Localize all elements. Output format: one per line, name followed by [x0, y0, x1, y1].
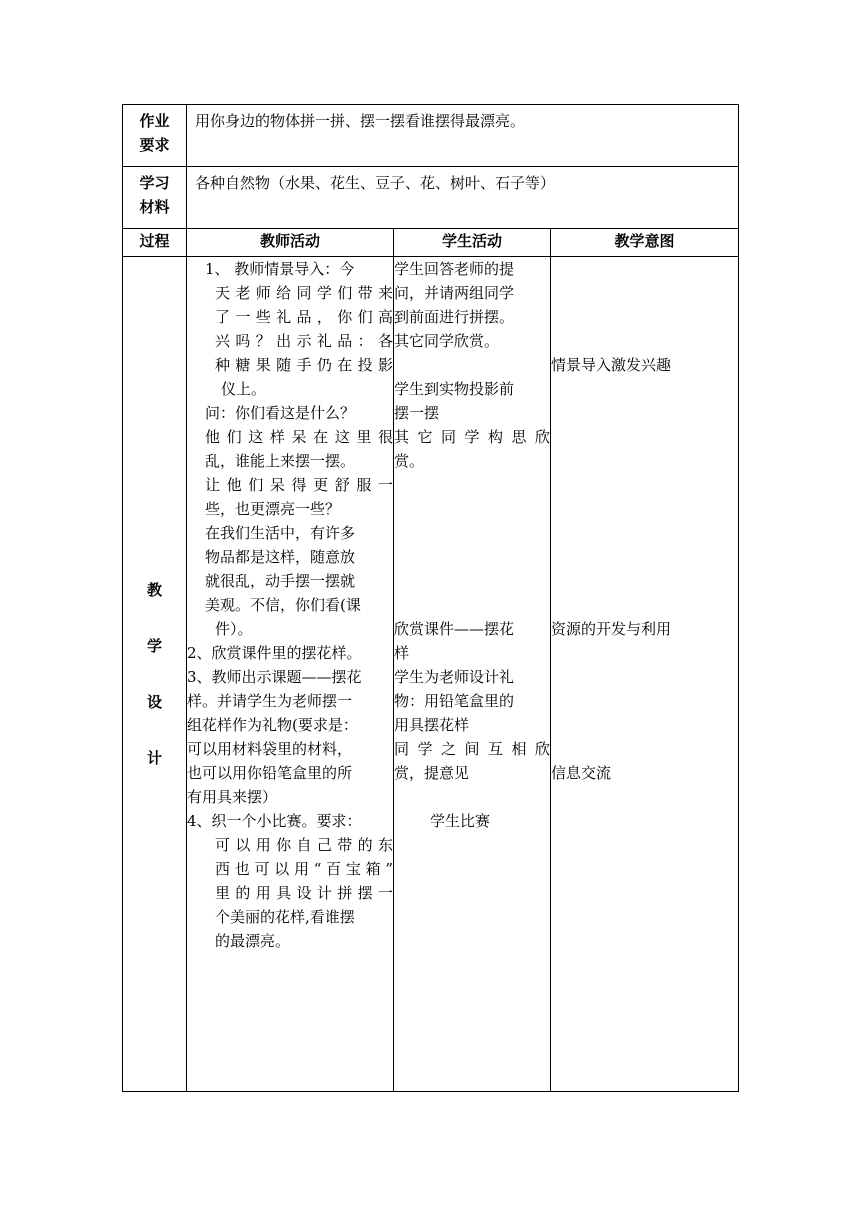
design-label-char: 学 [146, 637, 162, 655]
teacher-line: 兴吗？出示礼品：各 [215, 332, 393, 350]
design-label-char: 教 [146, 581, 162, 599]
student-line: 欣赏课件——摆花 [394, 620, 515, 638]
intent-line [551, 449, 738, 473]
teacher-line: 让他们呆得更舒服一 [205, 476, 393, 494]
student-line: 学生到实物投影前 [394, 380, 515, 398]
teacher-line: 组花样作为礼物(要求是： [187, 716, 358, 734]
student-line: 到前面进行拼摆。 [394, 308, 515, 326]
header-teacher-activity: 教师活动 [187, 229, 394, 257]
student-line: 赏。 [394, 452, 425, 470]
intent-line [551, 665, 738, 689]
intent-line: 信息交流 [551, 764, 612, 782]
student-line: 摆一摆 [394, 404, 440, 422]
intent-line [551, 401, 738, 425]
intent-line [551, 281, 738, 305]
header-teaching-intent: 教学意图 [551, 229, 739, 257]
teacher-line: 4、织一个小比赛。要求： [187, 812, 362, 830]
homework-row [123, 105, 739, 167]
teacher-line: 物品都是这样，随意放 [205, 548, 356, 566]
teacher-line: 3、教师出示课题——摆花 [187, 668, 362, 686]
teacher-line: 有用具来摆） [187, 788, 278, 806]
intent-line [551, 521, 738, 545]
intent-line [551, 377, 738, 401]
intent-line [551, 257, 738, 281]
lesson-plan-table [122, 104, 739, 1092]
student-line [394, 473, 550, 497]
materials-row [123, 167, 739, 229]
teacher-line: 些，也更漂亮一些？ [205, 500, 341, 518]
teacher-line: 在我们生活中，有许多 [205, 524, 356, 542]
student-line [394, 353, 550, 377]
intent-line [551, 497, 738, 521]
intent-line [551, 425, 738, 449]
teacher-line: 了一些礼品，你们高 [215, 308, 393, 326]
intent-line: 资源的开发与利用 [551, 620, 672, 638]
teacher-line: 里的用具设计拼摆一 [215, 884, 393, 902]
teacher-line: 美观。不信，你们看(课 [205, 596, 361, 614]
intent-line [551, 713, 738, 737]
student-line: 学生回答老师的提 [394, 260, 515, 278]
teacher-line: 可以用你自己带的东 [215, 836, 393, 854]
student-line [394, 593, 550, 617]
header-student-activity: 学生活动 [394, 229, 551, 257]
student-line: 物：用铅笔盒里的 [394, 692, 515, 710]
student-line [394, 545, 550, 569]
teacher-line: 可以用材料袋里的材料， [187, 740, 353, 758]
teacher-activity-cell [187, 257, 394, 1092]
teacher-line: 2、欣赏课件里的摆花样。 [187, 644, 362, 662]
student-activity-cell [394, 257, 551, 1092]
student-line: 用具摆花样 [394, 716, 470, 734]
homework-label [123, 105, 187, 167]
teacher-line: 个美丽的花样,看谁摆 [215, 908, 355, 926]
teacher-line: 问：你们看这是什么？ [205, 404, 356, 422]
design-label-char: 计 [146, 749, 162, 767]
intent-line [551, 305, 738, 329]
student-line [394, 497, 550, 521]
materials-label-line2: 材料 [139, 198, 170, 216]
teacher-line: 件）。 [215, 620, 253, 638]
intent-line [551, 329, 738, 353]
intent-line [551, 689, 738, 713]
teacher-line: 乱，谁能上来摆一摆。 [205, 452, 356, 470]
student-line [394, 785, 550, 809]
intent-line [551, 473, 738, 497]
intent-line: 情景导入激发兴趣 [551, 356, 672, 374]
student-line [394, 521, 550, 545]
teacher-line: 西也可以用“百宝箱” [215, 860, 393, 878]
header-process: 过程 [123, 229, 187, 257]
student-line: 其它同学欣赏。 [394, 332, 500, 350]
teacher-line: 他们这样呆在这里很 [205, 428, 393, 446]
teacher-line: 样。并请学生为老师摆一 [187, 692, 353, 710]
student-line: 赏，提意见 [394, 764, 470, 782]
materials-text: 各种自然物（水果、花生、豆子、花、树叶、石子等） [187, 167, 739, 229]
intent-line [551, 593, 738, 617]
teaching-intent-cell [551, 257, 739, 1092]
materials-label [123, 167, 187, 229]
intent-line [551, 569, 738, 593]
student-line: 问，并请两组同学 [394, 284, 515, 302]
materials-label-line1: 学习 [139, 174, 170, 192]
intent-line [551, 737, 738, 761]
homework-text: 用你身边的物体拼一拼、摆一摆看谁摆得最漂亮。 [187, 105, 739, 167]
homework-label-line1: 作业 [139, 112, 170, 130]
student-line [394, 569, 550, 593]
design-row [123, 257, 739, 1092]
student-line: 样 [394, 644, 410, 662]
teacher-line: 的最漂亮。 [215, 932, 291, 950]
student-line: 学生比赛 [430, 812, 491, 830]
teacher-line: 天老师给同学们带来 [215, 284, 393, 302]
teaching-design-label [123, 257, 187, 1092]
intent-line [551, 641, 738, 665]
design-label-char: 设 [146, 693, 162, 711]
teacher-line: 种糖果随手仍在投影 [215, 356, 393, 374]
student-line: 其它同学构思欣 [394, 428, 550, 446]
teacher-line: 1、 教师情景导入：今 [205, 260, 355, 278]
student-line: 同学之间互相欣 [394, 740, 550, 758]
homework-label-line2: 要求 [139, 136, 170, 154]
teacher-line: 也可以用你铅笔盒里的所 [187, 764, 353, 782]
teacher-line: 就很乱，动手摆一摆就 [205, 572, 356, 590]
student-line: 学生为老师设计礼 [394, 668, 515, 686]
intent-line [551, 545, 738, 569]
teacher-line: 仪上。 [221, 380, 267, 398]
column-header-row [123, 229, 739, 257]
